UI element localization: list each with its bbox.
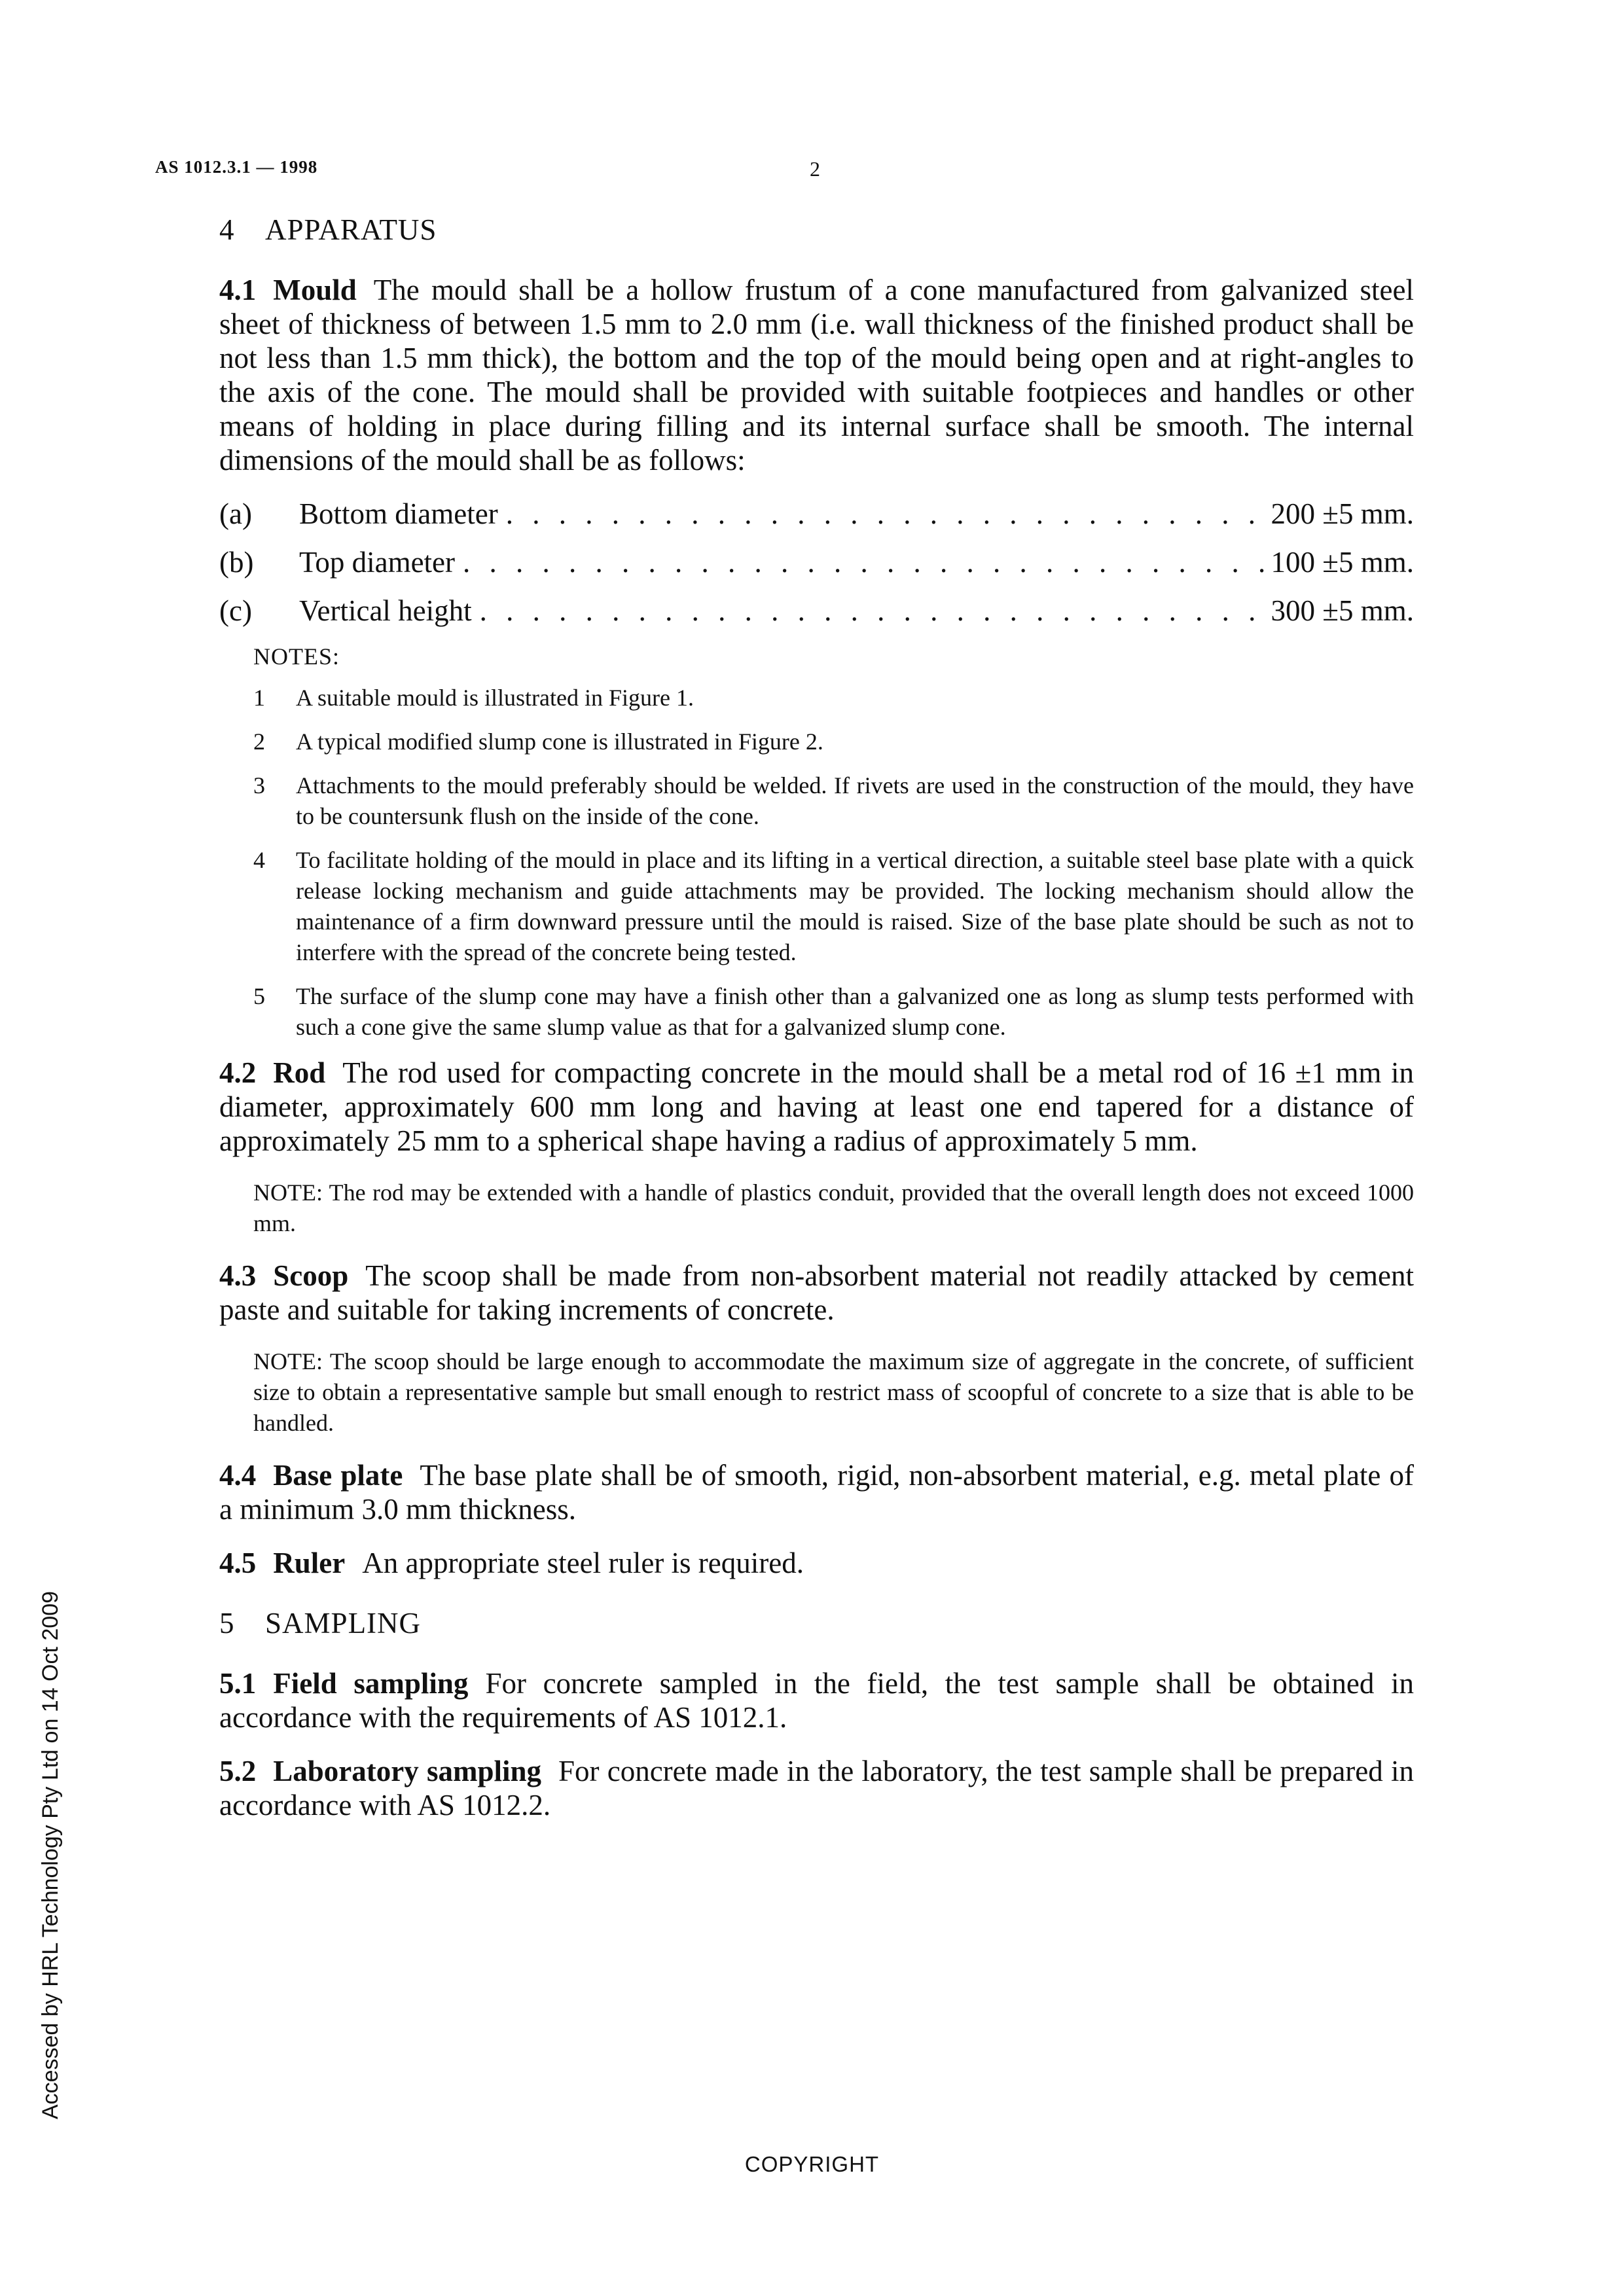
section-title: SAMPLING xyxy=(265,1607,422,1640)
page-number: 2 xyxy=(810,157,820,181)
rod-note: NOTE: The rod may be extended with a handle of plastics conduit, provided that the overall length does not exceed 1000 mm. xyxy=(253,1179,1414,1236)
document-body xyxy=(219,213,1414,1842)
clause-text: For concrete made in the laboratory, the test sample shall be prepared in accordance with AS 1012.2. xyxy=(219,1755,1414,1821)
clause-title: Scoop xyxy=(273,1259,349,1292)
section-title: APPARATUS xyxy=(265,213,437,246)
dot-leader xyxy=(463,545,1265,579)
notes-list xyxy=(253,683,1414,1043)
dot-leader xyxy=(506,497,1265,531)
dimension-label: Vertical height xyxy=(299,594,472,627)
clause-5-2-laboratory-sampling xyxy=(219,1754,1414,1822)
clause-4-2-rod xyxy=(219,1056,1414,1158)
clause-title: Ruler xyxy=(273,1547,346,1579)
note-number: 4 xyxy=(253,847,265,873)
dimension-letter: (c) xyxy=(219,594,252,627)
section-number: 4 xyxy=(219,213,235,246)
note-item xyxy=(253,981,1414,1043)
dimension-value: 200 ±5 mm. xyxy=(1271,497,1414,530)
note-item xyxy=(253,683,1414,713)
clause-title: Mould xyxy=(273,274,357,306)
notes-label: NOTES: xyxy=(253,643,340,670)
clause-4-4-base-plate xyxy=(219,1458,1414,1526)
clause-text: The mould shall be a hollow frustum of a cone manufactured from galvanized steel sheet of thickness of between 1.5 mm to 2.0 mm (i.e. wall thickness of the finished product shall be not less than 1.5 mm thick), the bottom and the top of the mould being open and at right-angles to the axis of the cone. The mould shall be provided with suitable footpieces and handles or other means of holding in place during filling and its internal surface shall be smooth. The internal dimensions of the mould shall be as follows: xyxy=(219,274,1414,476)
clause-4-5-ruler xyxy=(219,1546,1414,1580)
clause-number: 4.1 xyxy=(219,274,257,306)
clause-4-1-mould xyxy=(219,273,1414,477)
clause-4-3-scoop xyxy=(219,1259,1414,1327)
note-item xyxy=(253,845,1414,968)
dimension-bottom-diameter xyxy=(219,497,1414,531)
clause-number: 4.5 xyxy=(219,1547,257,1579)
copyright-footer: COPYRIGHT xyxy=(744,2152,880,2176)
document-code: AS 1012.3.1 — 1998 xyxy=(155,157,318,177)
dimension-label: Bottom diameter xyxy=(299,497,498,530)
clause-number: 5.2 xyxy=(219,1755,257,1787)
clause-text: For concrete sampled in the field, the test sample shall be obtained in accordance with the requirements of AS 1012.1. xyxy=(219,1667,1414,1734)
dimension-top-diameter xyxy=(219,545,1414,579)
note-number: 3 xyxy=(253,772,265,798)
section-heading-apparatus xyxy=(219,213,1414,247)
scoop-note: NOTE: The scoop should be large enough to accommodate the maximum size of aggregate in the concrete, of sufficient size to obtain a representative sample but small enough to restrict mass of scoopful of concrete to a size that is able to be handled. xyxy=(253,1348,1414,1436)
clause-title: Laboratory sampling xyxy=(273,1755,541,1787)
note-item xyxy=(253,726,1414,757)
clause-number: 4.3 xyxy=(219,1259,257,1292)
dimension-label: Top diameter xyxy=(299,546,456,579)
dot-leader xyxy=(480,594,1265,628)
clause-text: The scoop shall be made from non-absorbent material not readily attacked by cement paste and suitable for taking increments of concrete. xyxy=(219,1259,1414,1326)
clause-title: Base plate xyxy=(273,1459,403,1492)
note-number: 1 xyxy=(253,685,265,711)
note-text: Attachments to the mould preferably should be welded. If rivets are used in the construction of the mould, they have to be countersunk flush on the inside of the cone. xyxy=(296,772,1414,829)
note-text: A typical modified slump cone is illustrated in Figure 2. xyxy=(296,728,823,755)
note-number: 2 xyxy=(253,728,265,755)
note-item xyxy=(253,770,1414,832)
access-watermark: Accessed by HRL Technology Pty Ltd on 14 Oct 2009 xyxy=(38,1590,63,2119)
note-text: The surface of the slump cone may have a finish other than a galvanized one as long as slump tests performed with such a cone give the same slump value as that for a galvanized slump cone. xyxy=(296,983,1414,1040)
clause-title: Field sampling xyxy=(273,1667,469,1700)
clause-number: 4.2 xyxy=(219,1056,257,1089)
mould-dimensions-list xyxy=(219,497,1414,628)
dimension-value: 100 ±5 mm. xyxy=(1271,546,1414,579)
page-header xyxy=(155,157,1490,196)
clause-number: 5.1 xyxy=(219,1667,257,1700)
dimension-letter: (a) xyxy=(219,497,252,530)
clause-text: The base plate shall be of smooth, rigid, non-absorbent material, e.g. metal plate of a minimum 3.0 mm thickness. xyxy=(219,1459,1414,1526)
clause-title: Rod xyxy=(273,1056,326,1089)
clause-text: An appropriate steel ruler is required. xyxy=(362,1547,804,1579)
note-text: A suitable mould is illustrated in Figure 1. xyxy=(296,685,694,711)
section-heading-sampling xyxy=(219,1606,1414,1640)
note-number: 5 xyxy=(253,983,265,1009)
dimension-letter: (b) xyxy=(219,546,254,579)
dimension-vertical-height xyxy=(219,594,1414,628)
note-text: To facilitate holding of the mould in place and its lifting in a vertical direction, a suitable steel base plate with a quick release locking mechanism and guide attachments may be provided. The locking mechanism should allow the maintenance of a firm downward pressure until the mould is raised. Size of the base plate should be such as not to interfere with the spread of the concrete being tested. xyxy=(296,847,1414,965)
clause-text: The rod used for compacting concrete in the mould shall be a metal rod of 16 ±1 mm in diameter, approximately 600 mm long and having at least one end tapered for a distance of approximately 25 mm to a spherical shape having a radius of approximately 5 mm. xyxy=(219,1056,1414,1157)
clause-5-1-field-sampling xyxy=(219,1666,1414,1734)
section-number: 5 xyxy=(219,1607,235,1640)
dimension-value: 300 ±5 mm. xyxy=(1271,594,1414,627)
clause-number: 4.4 xyxy=(219,1459,257,1492)
